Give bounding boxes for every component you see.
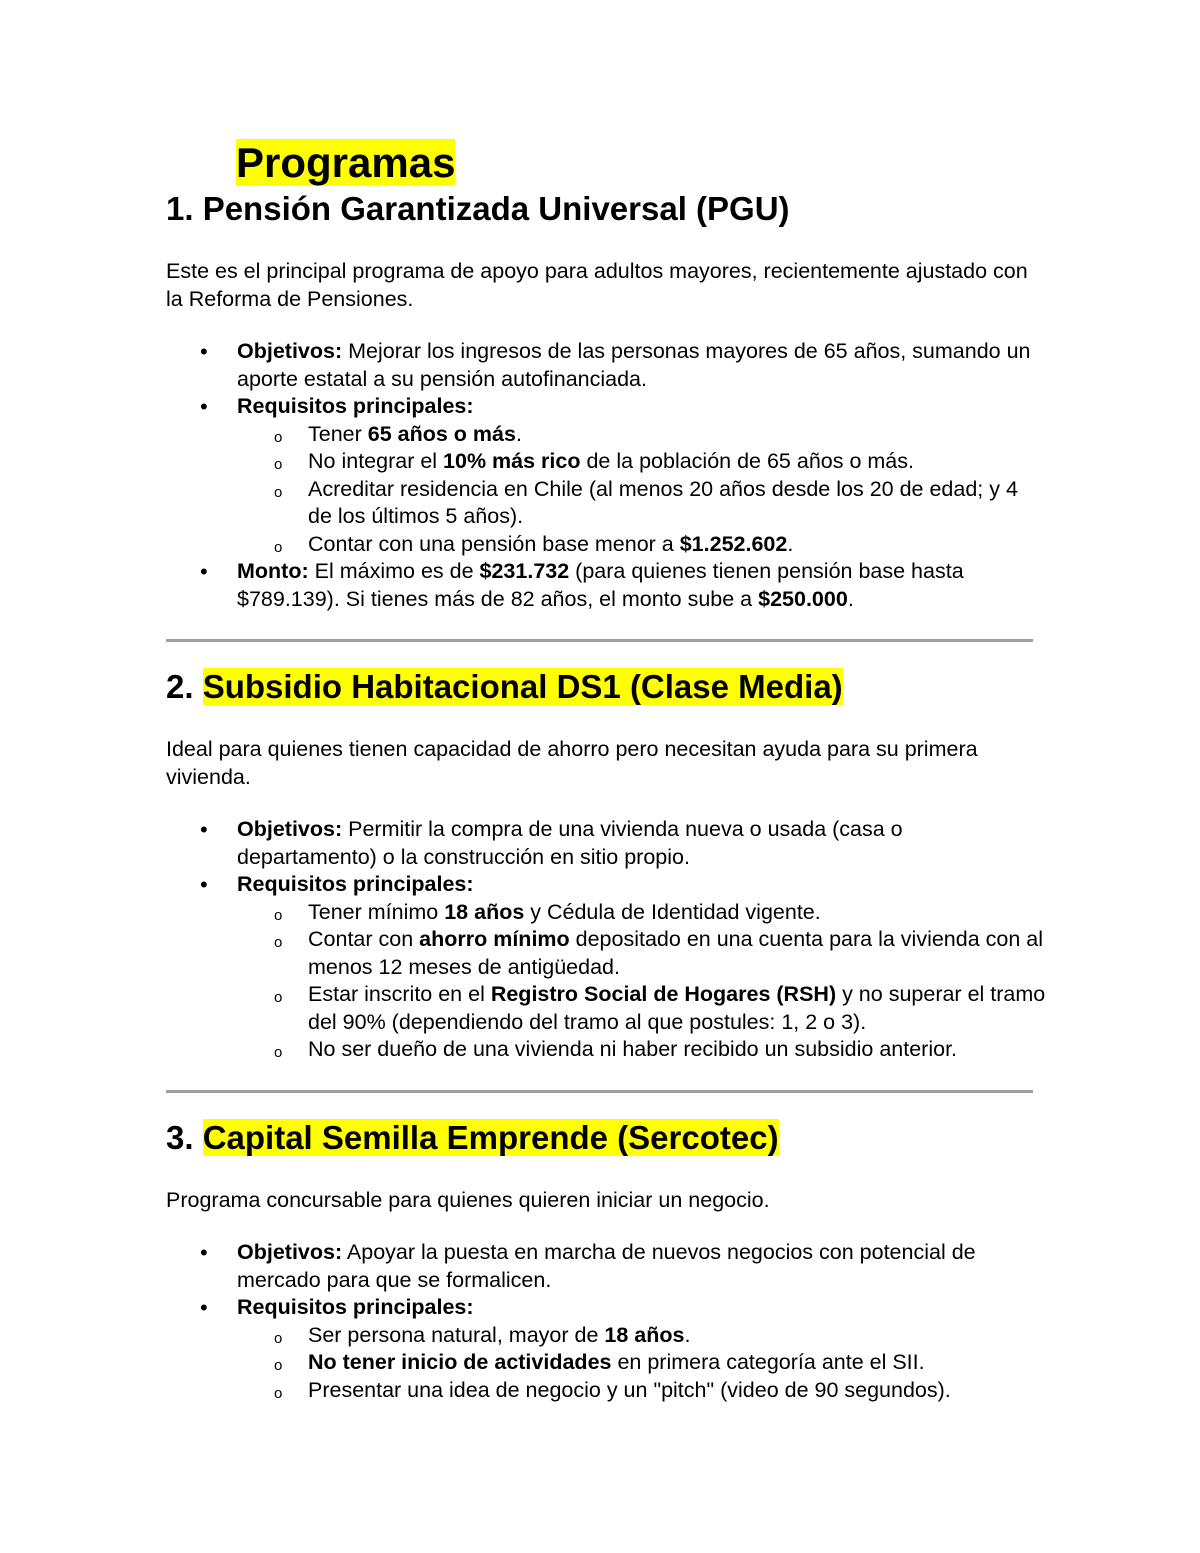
section-3-heading: 3. Capital Semilla Emprende (Sercotec) — [166, 1119, 779, 1156]
list-item: o Contar con ahorro mínimo depositado en una cuenta para la vivienda con al menos 12 meses de antigüedad. — [237, 926, 1046, 981]
section-1-objetivos: • Objetivos: Mejorar los ingresos de las personas mayores de 65 años, sumando un aporte estatal a su pensión autofinanciada. — [166, 338, 1046, 393]
section-1-requisitos-list — [237, 421, 1046, 559]
section-3-requisitos-list — [237, 1322, 1046, 1405]
list-item: o No ser dueño de una vivienda ni haber recibido un subsidio anterior. — [237, 1036, 1046, 1064]
list-item: o Tener 65 años o más. — [237, 421, 1046, 449]
section-1-intro: Este es el principal programa de apoyo para adultos mayores, recientemente ajustado con la Reforma de Pensiones. — [166, 259, 1028, 311]
title-highlight: Programas — [236, 139, 456, 186]
list-item: o Contar con una pensión base menor a $1.252.602. — [237, 531, 1046, 559]
list-item: o No tener inicio de actividades en primera categoría ante el SII. — [237, 1349, 1046, 1377]
section-3-intro: Programa concursable para quienes quieren iniciar un negocio. — [166, 1188, 770, 1212]
section-2-requisitos: • Requisitos principales: o Tener mínimo 18 años y Cédula de Identidad vigente. o Contar con ahorro mínimo depositado en una cuenta para la vivienda con al menos 12 meses de antigüedad. o Estar inscrito en el Registro Social de Hogares (RSH) y no superar el tramo del 90% (dependiendo del tramo al que postules: 1, 2 o 3). o No ser dueño de una vivienda ni haber recibido un subsidio anterior. — [166, 871, 1046, 1064]
section-3-requisitos: • Requisitos principales: o Ser persona natural, mayor de 18 años. o No tener inicio de actividades en primera categoría ante el SII. o Presentar una idea de negocio y un "pitch" (video de 90 segundos). — [166, 1294, 1046, 1404]
section-divider — [166, 639, 1033, 642]
document-title — [236, 138, 455, 188]
section-divider — [166, 1090, 1033, 1093]
list-item: o Acreditar residencia en Chile (al menos 20 años desde los 20 de edad; y 4 de los últimos 5 años). — [237, 476, 1046, 531]
section-3-list — [166, 1239, 1046, 1404]
list-item: o Tener mínimo 18 años y Cédula de Identidad vigente. — [237, 899, 1046, 927]
list-item: o No integrar el 10% más rico de la población de 65 años o más. — [237, 448, 1046, 476]
section-1-heading: 1. Pensión Garantizada Universal (PGU) — [166, 190, 790, 227]
list-item: o Ser persona natural, mayor de 18 años. — [237, 1322, 1046, 1350]
section-2-heading: 2. Subsidio Habitacional DS1 (Clase Media) — [166, 668, 843, 705]
section-1-monto: • Monto: El máximo es de $231.732 (para quienes tienen pensión base hasta $789.139). Si tienes más de 82 años, el monto sube a $250.000. — [166, 558, 1046, 613]
section-2-list — [166, 816, 1046, 1064]
section-1-requisitos: • Requisitos principales: o Tener 65 años o más. o No integrar el 10% más rico de la población de 65 años o más. o Acreditar residencia en Chile (al menos 20 años desde los 20 de edad; y 4 de los últimos 5 años). o Contar con una pensión base menor a $1.252.602. — [166, 393, 1046, 558]
list-item: o Estar inscrito en el Registro Social de Hogares (RSH) y no superar el tramo del 90% (dependiendo del tramo al que postules: 1, 2 o 3). — [237, 981, 1046, 1036]
section-3-objetivos: • Objetivos: Apoyar la puesta en marcha de nuevos negocios con potencial de mercado para que se formalicen. — [166, 1239, 1046, 1294]
section-1-list — [166, 338, 1046, 613]
section-2-intro: Ideal para quienes tienen capacidad de ahorro pero necesitan ayuda para su primera vivienda. — [166, 737, 978, 789]
list-item: o Presentar una idea de negocio y un "pitch" (video de 90 segundos). — [237, 1377, 1046, 1405]
section-2-objetivos: • Objetivos: Permitir la compra de una vivienda nueva o usada (casa o departamento) o la construcción en sitio propio. — [166, 816, 1046, 871]
section-2-requisitos-list — [237, 899, 1046, 1064]
